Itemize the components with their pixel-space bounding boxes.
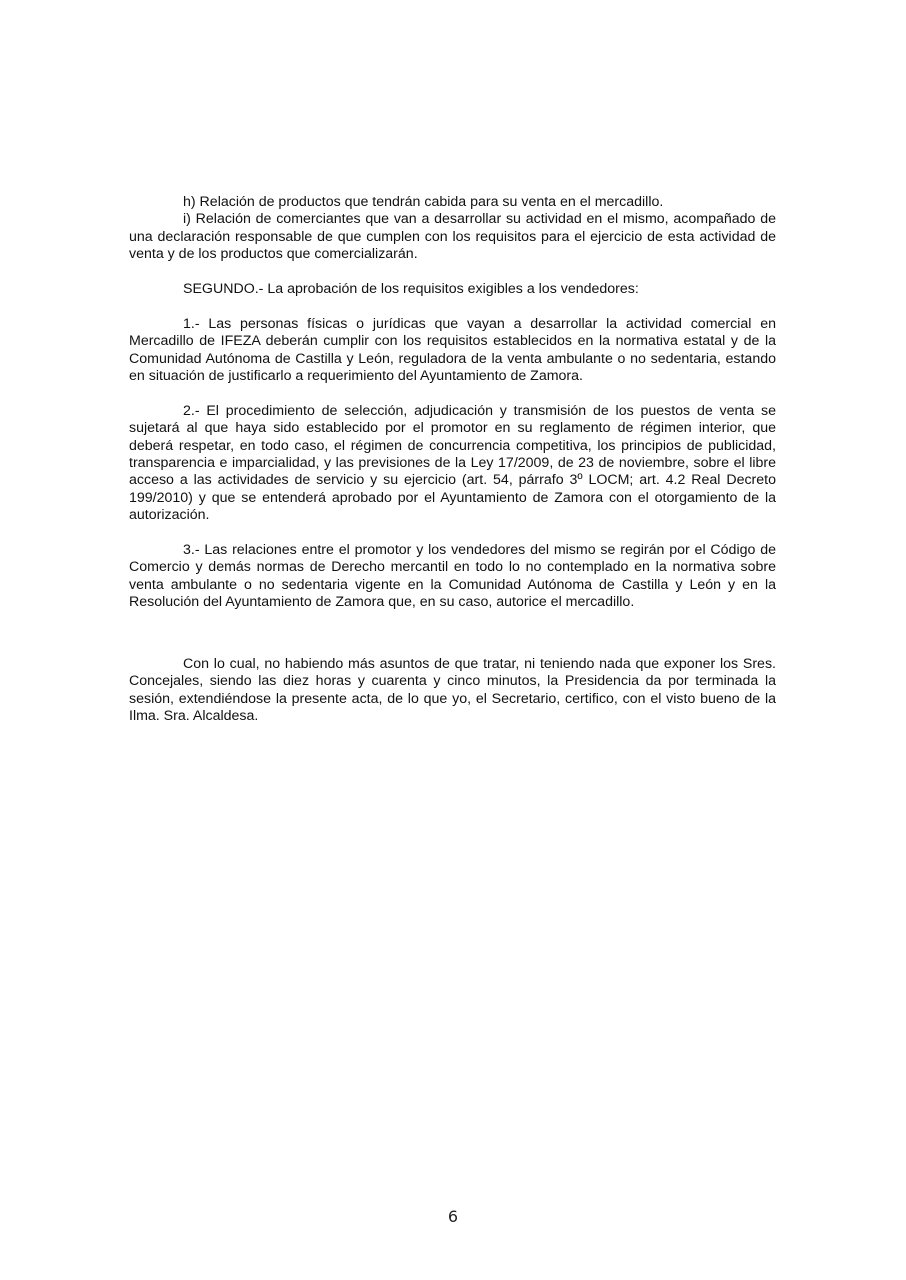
paragraph-point-2: 2.- El procedimiento de selección, adjudicación y transmisión de los puestos de venta se sujetará al que haya sido establecido por el promotor en su reglamento de régimen interior, que deberá respetar, en todo caso, el régimen de concurrencia competitiva, los principios de publicidad, transparencia e imparcialidad, y las previsiones de la Ley 17/2009, de 23 de noviembre, sobre el libre acceso a las actividades de servicio y su ejercicio (art. 54, párrafo 3º LOCM; art. 4.2 Real Decreto 199/2010) y que se entenderá aprobado por el Ayuntamiento de Zamora con el otorgamiento de la autorización. <box>129 402 776 524</box>
paragraph-spacer <box>129 298 776 315</box>
paragraph-spacer <box>129 612 776 629</box>
paragraph-spacer <box>129 264 776 281</box>
paragraph-closing: Con lo cual, no habiendo más asuntos de que tratar, ni teniendo nada que exponer los Sres. Concejales, siendo las diez horas y cuarenta y cinco minutos, la Presidencia da por terminada la sesión, extendiéndose la presente acta, de lo que yo, el Secretario, certifico, con el visto bueno de la Ilma. Sra. Alcaldesa. <box>129 656 776 725</box>
paragraph-item-h: h) Relación de productos que tendrán cabida para su venta en el mercadillo. <box>183 194 664 210</box>
paragraph-spacer <box>129 385 776 402</box>
paragraph-spacer <box>129 525 776 542</box>
paragraph-point-1: 1.- Las personas físicas o jurídicas que vayan a desarrollar la actividad comercial en Mercadillo de IFEZA deberán cumplir con los requisitos establecidos en la normativa estatal y de la Comunidad Autónoma de Castilla y León, reguladora de la venta ambulante o no sedentaria, estando en situación de justificarlo a requerimiento del Ayuntamiento de Zamora. <box>129 315 776 385</box>
paragraph-point-3: 3.- Las relaciones entre el promotor y los vendedores del mismo se regirán por el Código de Comercio y demás normas de Derecho mercantil en todo lo no contemplado en la normativa sobre venta ambulante o no sedentaria vigente en la Comunidad Autónoma de Castilla y León y en la Resolución del Ayuntamiento de Zamora que, en su caso, autorice el mercadillo. <box>129 542 776 611</box>
paragraph-segundo: SEGUNDO.- La aprobación de los requisitos exigibles a los vendedores: <box>183 281 639 298</box>
paragraph-item-i: i) Relación de comerciantes que van a desarrollar su actividad en el mismo, acompañado de una declaración responsable de que cumplen con los requisitos para el ejercicio de esta actividad de venta y de los productos que comercializarán. <box>129 211 776 263</box>
page-number: 6 <box>447 1207 459 1226</box>
document-body <box>129 194 776 726</box>
paragraph-spacer <box>129 629 776 656</box>
